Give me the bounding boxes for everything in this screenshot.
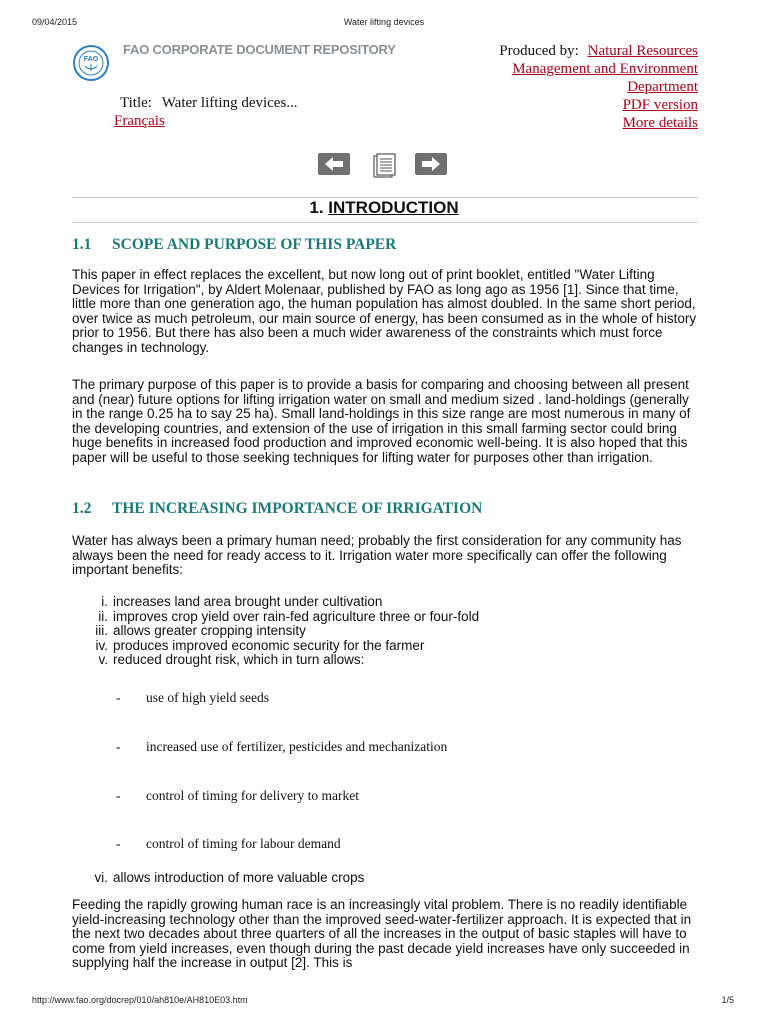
doc-title-row	[120, 95, 298, 112]
paragraph-4: Feeding the rapidly growing human race is an increasingly vital problem. There is no readily identifiable yield-increasing technology other than the improved seed-water-fertilizer approach. It is expected that in the next two decades about three quarters of all the increases in the output of basic staples will have to come from yield increases, even though during the past decade yield increases have only succeeded in supplying half the increase in output [2]. This is	[72, 897, 692, 971]
sub-list-item: - control of timing for labour demand	[116, 836, 341, 851]
produced-by-link-3[interactable]: Department	[627, 79, 698, 95]
section-1-2-heading	[72, 500, 482, 518]
section-number: 1.1	[72, 236, 92, 253]
produced-by-label: Produced by:	[499, 43, 579, 59]
section-title: THE INCREASING IMPORTANCE OF IRRIGATION	[112, 500, 483, 517]
next-button[interactable]	[415, 153, 447, 175]
pdf-version-link[interactable]: PDF version	[622, 97, 698, 113]
list-item: iv. produces improved economic security for the farmer	[95, 637, 425, 653]
footer-page-number: 1/5	[721, 995, 734, 1005]
paragraph-1: This paper in effect replaces the excellent, but now long out of print booklet, entitled "Water Lifting Devices for Irrigation", by Aldert Molenaar, published by FAO as long ago as 1956 [1]. Since that time, little more than one generation ago, the human population has almost doubled. In the same short period, over twice as much petroleum, our main source of energy, has been consumed as in the whole of history prior to 1956. But there has also been a much wider awareness of the constraints which must force changes in technology.	[72, 267, 697, 355]
produced-by-link-2[interactable]: Management and Environment	[512, 61, 698, 77]
francais-link[interactable]: Français	[114, 113, 165, 129]
paragraph-3: Water has always been a primary human need; probably the first consideration for any community has always been the need for ready access to it. Irrigation water more specifically can offer the following important benefits:	[72, 533, 682, 578]
section-title: SCOPE AND PURPOSE OF THIS PAPER	[112, 236, 397, 253]
produced-by-link-1[interactable]: Natural Resources	[587, 43, 698, 59]
paragraph-2: The primary purpose of this paper is to provide a basis for comparing and choosing between all present and (near) future options for lifting irrigation water on small and medium sized . land-holdings (generally in the range 0.25 ha to say 25 ha). Small land-holdings in this size range are most numerous in many of the developing countries, and extension of the use of irrigation in this small farming sector could bring huge benefits in increased food production and improved economic well-being. It is also hoped that this paper will be useful to those seeking techniques for lifting water for purposes other than irrigation.	[72, 377, 691, 465]
repository-name: FAO CORPORATE DOCUMENT REPOSITORY	[123, 42, 396, 57]
list-item: vi. allows introduction of more valuable crops	[94, 870, 365, 885]
chapter-heading	[0, 198, 768, 218]
arrow-right-icon	[415, 153, 447, 175]
doc-title-label: Title:	[120, 95, 152, 111]
chapter-title[interactable]: INTRODUCTION	[328, 198, 459, 217]
list-item: v. reduced drought risk, which in turn allows:	[98, 652, 365, 668]
previous-button[interactable]	[318, 153, 350, 175]
chapter-number: 1.	[309, 198, 324, 217]
list-item: ii. improves crop yield over rain-fed agriculture three or four-fold	[98, 608, 480, 624]
sub-list-item: - control of timing for delivery to market	[116, 788, 359, 803]
more-details-link[interactable]: More details	[622, 115, 698, 131]
print-title: Water lifting devices	[343, 17, 425, 27]
svg-text:FAO: FAO	[83, 56, 99, 63]
doc-title: Water lifting devices...	[161, 95, 298, 111]
arrow-left-icon	[318, 153, 350, 175]
print-date: 09/04/2015	[32, 17, 78, 27]
section-number: 1.2	[72, 500, 92, 517]
rule-bottom	[72, 222, 698, 223]
list-item: iii. allows greater cropping intensity	[95, 623, 306, 639]
list-item: i. increases land area brought under cultivation	[101, 594, 383, 609]
benefits-list	[72, 595, 479, 668]
footer-url: http://www.fao.org/docrep/010/ah810e/AH810E03.htm	[32, 995, 248, 1005]
produced-by-block	[499, 42, 698, 132]
sub-list-item: - increased use of fertilizer, pesticides and mechanization	[116, 739, 448, 754]
sub-list-item: - use of high yield seeds	[116, 690, 269, 705]
fao-logo[interactable]	[72, 44, 110, 87]
contents-button[interactable]	[368, 153, 400, 179]
document-icon	[368, 153, 400, 179]
section-1-1-heading	[72, 236, 396, 254]
